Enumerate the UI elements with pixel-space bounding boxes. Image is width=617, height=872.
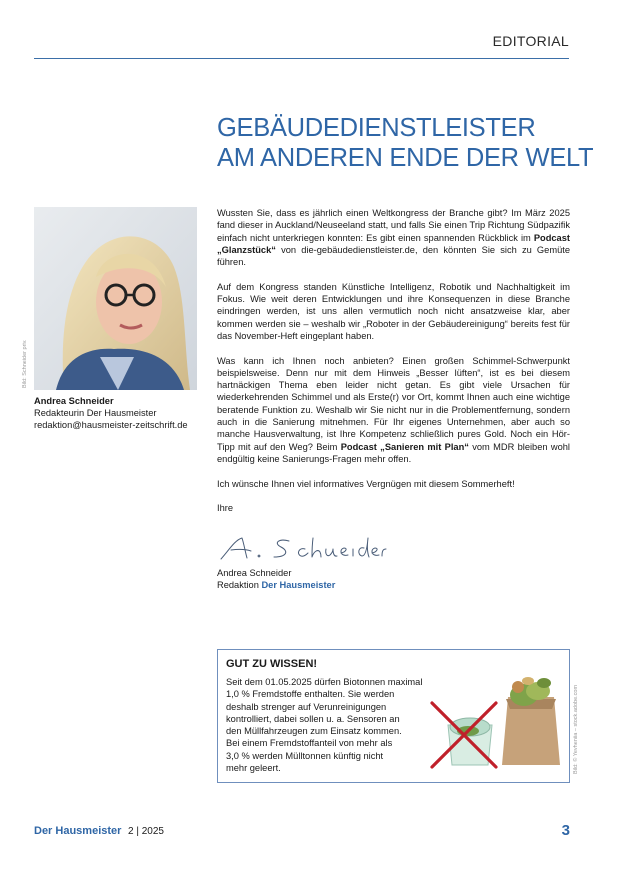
signature-text: A. Schneider [217,532,223,533]
title-line-2: AM ANDEREN ENDE DER WELT [217,144,594,172]
page-number: 3 [561,822,570,839]
author-portrait [34,207,197,390]
paragraph-1: Wussten Sie, dass es jährlich einen Weltkongress der Branche gibt? Im März 2025 fand dieser in Auckland/Neuseeland statt, und falls Sie einen Trip Richtung Südpazifik einfach nicht unterkriegen konnten: Es gibt einen spannenden Rückblick im Podcast „Glanzstück“ von die-gebäudedienstleister.de, den könnten Sie sich zu Gemüte führen. [217,208,570,268]
paragraph-3: Was kann ich Ihnen noch anbieten? Einen großen Schimmel-Schwerpunkt beispielsweise. Denn nur mit dem Hinweis „Besser lüften“, ist es bei diesem hartnäckigen Thema eben leider nicht getan. Es gibt viele Ursachen für wiederkehrenden Schimmel und als Erste(r) vor Ort, kommt Ihnen auch eine wichtige beratende Funktion zu. Weshalb wir Sie nicht nur in die Problementfernung, sondern auch in die Sanierung mitnehmen. Für Ihr eigenes Unternehmen, aber auch so manche Hausverwaltung, ist Ihre Kompetenz schließlich pures Gold. Noch ein Hör-Tipp mit auf den Weg? Beim Podcast „Sanieren mit Plan“ vom MDR bleiben wohl endgültig keine Sanierungs-Fragen mehr offen. [217,355,570,464]
podcast-glanzstueck: Podcast „Glanzstück“ [217,232,570,255]
sign-off [217,567,335,592]
paragraph-2: Auf dem Kongress standen Künstliche Intelligenz, Robotik und Nachhaltigkeit im Fokus. Wie weit deren Entwicklungen und ihre Konsequenzen in diese Branche eindringen werden, ist uns allen vermutlich noch nicht ansatzweise klar, aber kommen werden sie – weshalb wir „Roboter in der Gebäudereinigung“ bereits fest für das November-Heft eingeplant haben. [217,281,570,341]
article-title [217,113,594,173]
info-box-text: Seit dem 01.05.2025 dürfen Biotonnen maximal 1,0 % Fremdstoffe enthalten. Sie werden deshalb strenger auf Verunreinigungen kontrolliert, dabei sollen u. a. Sensoren an den Müllfahrzeugen zum Einsatz kommen. Bei einem Fremdstoffanteil von mehr als 3,0 % werden Mülltonnen künftig nicht mehr geleert. [226,677,423,774]
author-caption [34,395,188,431]
footer-issue: 2 | 2025 [128,826,164,837]
footer-brand: Der Hausmeister [34,825,122,837]
author-email[interactable]: redaktion@hausmeister-zeitschrift.de [34,420,188,430]
sign-brand: Der Hausmeister [261,580,336,591]
article-body [217,207,570,527]
header-rule [34,58,569,59]
author-role: Redakteurin Der Hausmeister [34,408,157,418]
portrait-credit: Bild: Schneider priv. [22,339,28,388]
info-photo-credit: Bild: © Yevheniia – stock.adobe.com [573,684,579,774]
biowaste-photo [426,669,564,769]
closing-ihre: Ihre [217,503,234,514]
handwritten-signature [217,532,387,564]
sign-department: Redaktion Der Hausmeister [217,580,336,591]
podcast-sanieren: Podcast „Sanieren mit Plan“ [340,441,469,452]
section-label: EDITORIAL [492,33,569,49]
sign-name: Andrea Schneider [217,568,292,578]
author-name: Andrea Schneider [34,396,114,406]
info-box-title: GUT ZU WISSEN! [226,658,318,670]
title-line-1: GEBÄUDEDIENSTLEISTER [217,114,536,142]
paragraph-4: Ich wünsche Ihnen viel informatives Vergnügen mit diesem Sommerheft! [217,478,515,489]
